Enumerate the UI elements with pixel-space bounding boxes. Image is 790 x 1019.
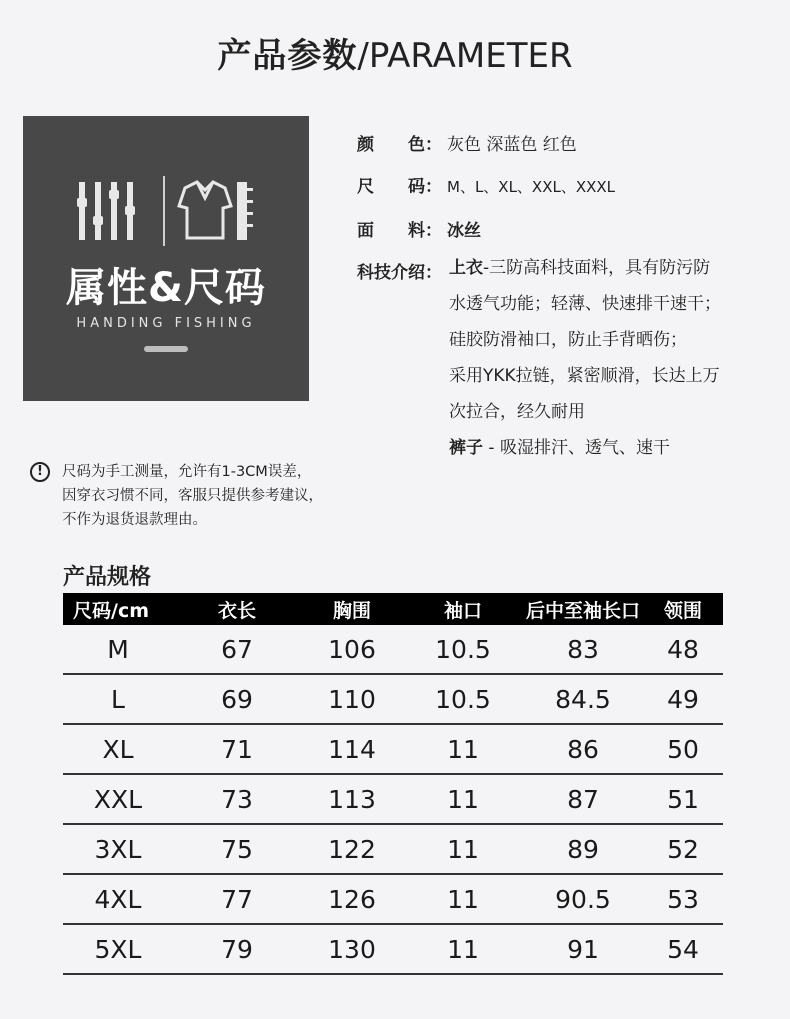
tech-line-4: 采用YKK拉链，紧密顺滑，长达上万 [449,366,720,386]
tech-line-3: 硅胶防滑袖口，防止手背晒伤； [449,330,687,350]
param-color-label: 颜 色： [357,135,442,155]
header-sleeve: 后中至袖长口 [525,599,640,622]
param-tech [357,258,721,458]
cell: 4XL [94,884,142,914]
cell: L [111,684,125,714]
table-row [63,725,723,775]
cell: 5XL [94,934,142,964]
size-table [63,593,723,975]
cell: M [107,634,129,664]
tech-line-1: 上衣-三防高科技面料，具有防污防 [449,258,711,278]
param-size [357,172,615,197]
cell: 130 [328,934,376,964]
header-length: 衣长 [217,599,256,622]
cell: 50 [667,734,699,764]
cell: 51 [667,784,699,814]
header-cuff: 袖口 [443,599,482,622]
cell: 3XL [94,834,142,864]
table-row [63,675,723,725]
cell: XXL [93,784,143,814]
header-chest: 胸围 [332,599,371,622]
page-title [0,28,790,77]
spec-title: 产品规格 [63,565,152,590]
title-en: /PARAMETER [357,36,573,76]
note-line-1: 尺码为手工测量，允许有1-3CM误差， [62,464,312,480]
ruler [237,182,253,240]
cell: XL [102,734,134,764]
cell: 90.5 [555,884,611,914]
cell: 48 [667,634,699,664]
cell: 71 [221,734,253,764]
table-row [63,825,723,875]
tech-line-5: 次拉合，经久耐用 [449,402,585,422]
cell: 91 [567,934,599,964]
table-row [63,625,723,675]
param-fabric-label: 面 料： [357,221,442,241]
title-cn: 产品参数 [217,36,358,76]
cell: 86 [567,734,599,764]
cell: 84.5 [555,684,611,714]
cell: 106 [328,634,376,664]
cell: 54 [667,934,699,964]
cell: 113 [328,784,376,814]
cell: 87 [567,784,599,814]
param-fabric-value: 冰丝 [447,221,481,241]
param-color-value: 灰色 深蓝色 红色 [447,135,577,155]
cell: 10.5 [435,634,491,664]
shirt-ruler-icon [179,182,231,238]
info-icon: ! [30,462,50,482]
cell: 122 [328,834,376,864]
cell: 69 [221,684,253,714]
table-row [63,775,723,825]
sliders-icon [77,182,135,240]
cell: 73 [221,784,253,814]
note-line-2: 因穿衣习惯不同，客服只提供参考建议， [62,488,323,504]
cell: 53 [667,884,699,914]
cell: 11 [447,734,479,764]
cell: 11 [447,784,479,814]
badge-subtitle: HANDING FISHING [76,316,256,331]
cell: 110 [328,684,376,714]
header-size: 尺码/cm [73,599,150,622]
param-size-value: M、L、XL、XXL、XXXL [447,178,616,196]
table-row [63,875,723,925]
attribute-size-badge [23,116,309,401]
cell: 89 [567,834,599,864]
cell: 114 [328,734,376,764]
cell: 49 [667,684,699,714]
cell: 11 [447,834,479,864]
cell: 11 [447,934,479,964]
cell: 75 [221,834,253,864]
cell: 11 [447,884,479,914]
cell: 83 [567,634,599,664]
note-line-3: 不作为退货退款理由。 [62,512,207,528]
header-neck: 领围 [663,599,702,622]
param-color [357,130,577,155]
badge-icons [77,176,257,246]
badge-bar [144,346,188,352]
cell: 126 [328,884,376,914]
tech-line-2: 水透气功能；轻薄、快速排干速干； [449,294,721,314]
cell: 52 [667,834,699,864]
pants-line: 裤子 - 吸湿排汗、透气、速干 [449,438,670,458]
table-header [63,593,723,625]
badge-title: 属性&尺码 [66,265,266,311]
param-fabric [357,216,481,241]
param-size-label: 尺 码： [357,177,442,197]
cell: 79 [221,934,253,964]
param-tech-label: 科技介绍： [357,263,442,283]
cell: 10.5 [435,684,491,714]
cell: 77 [221,884,253,914]
cell: 67 [221,634,253,664]
table-row [63,925,723,975]
